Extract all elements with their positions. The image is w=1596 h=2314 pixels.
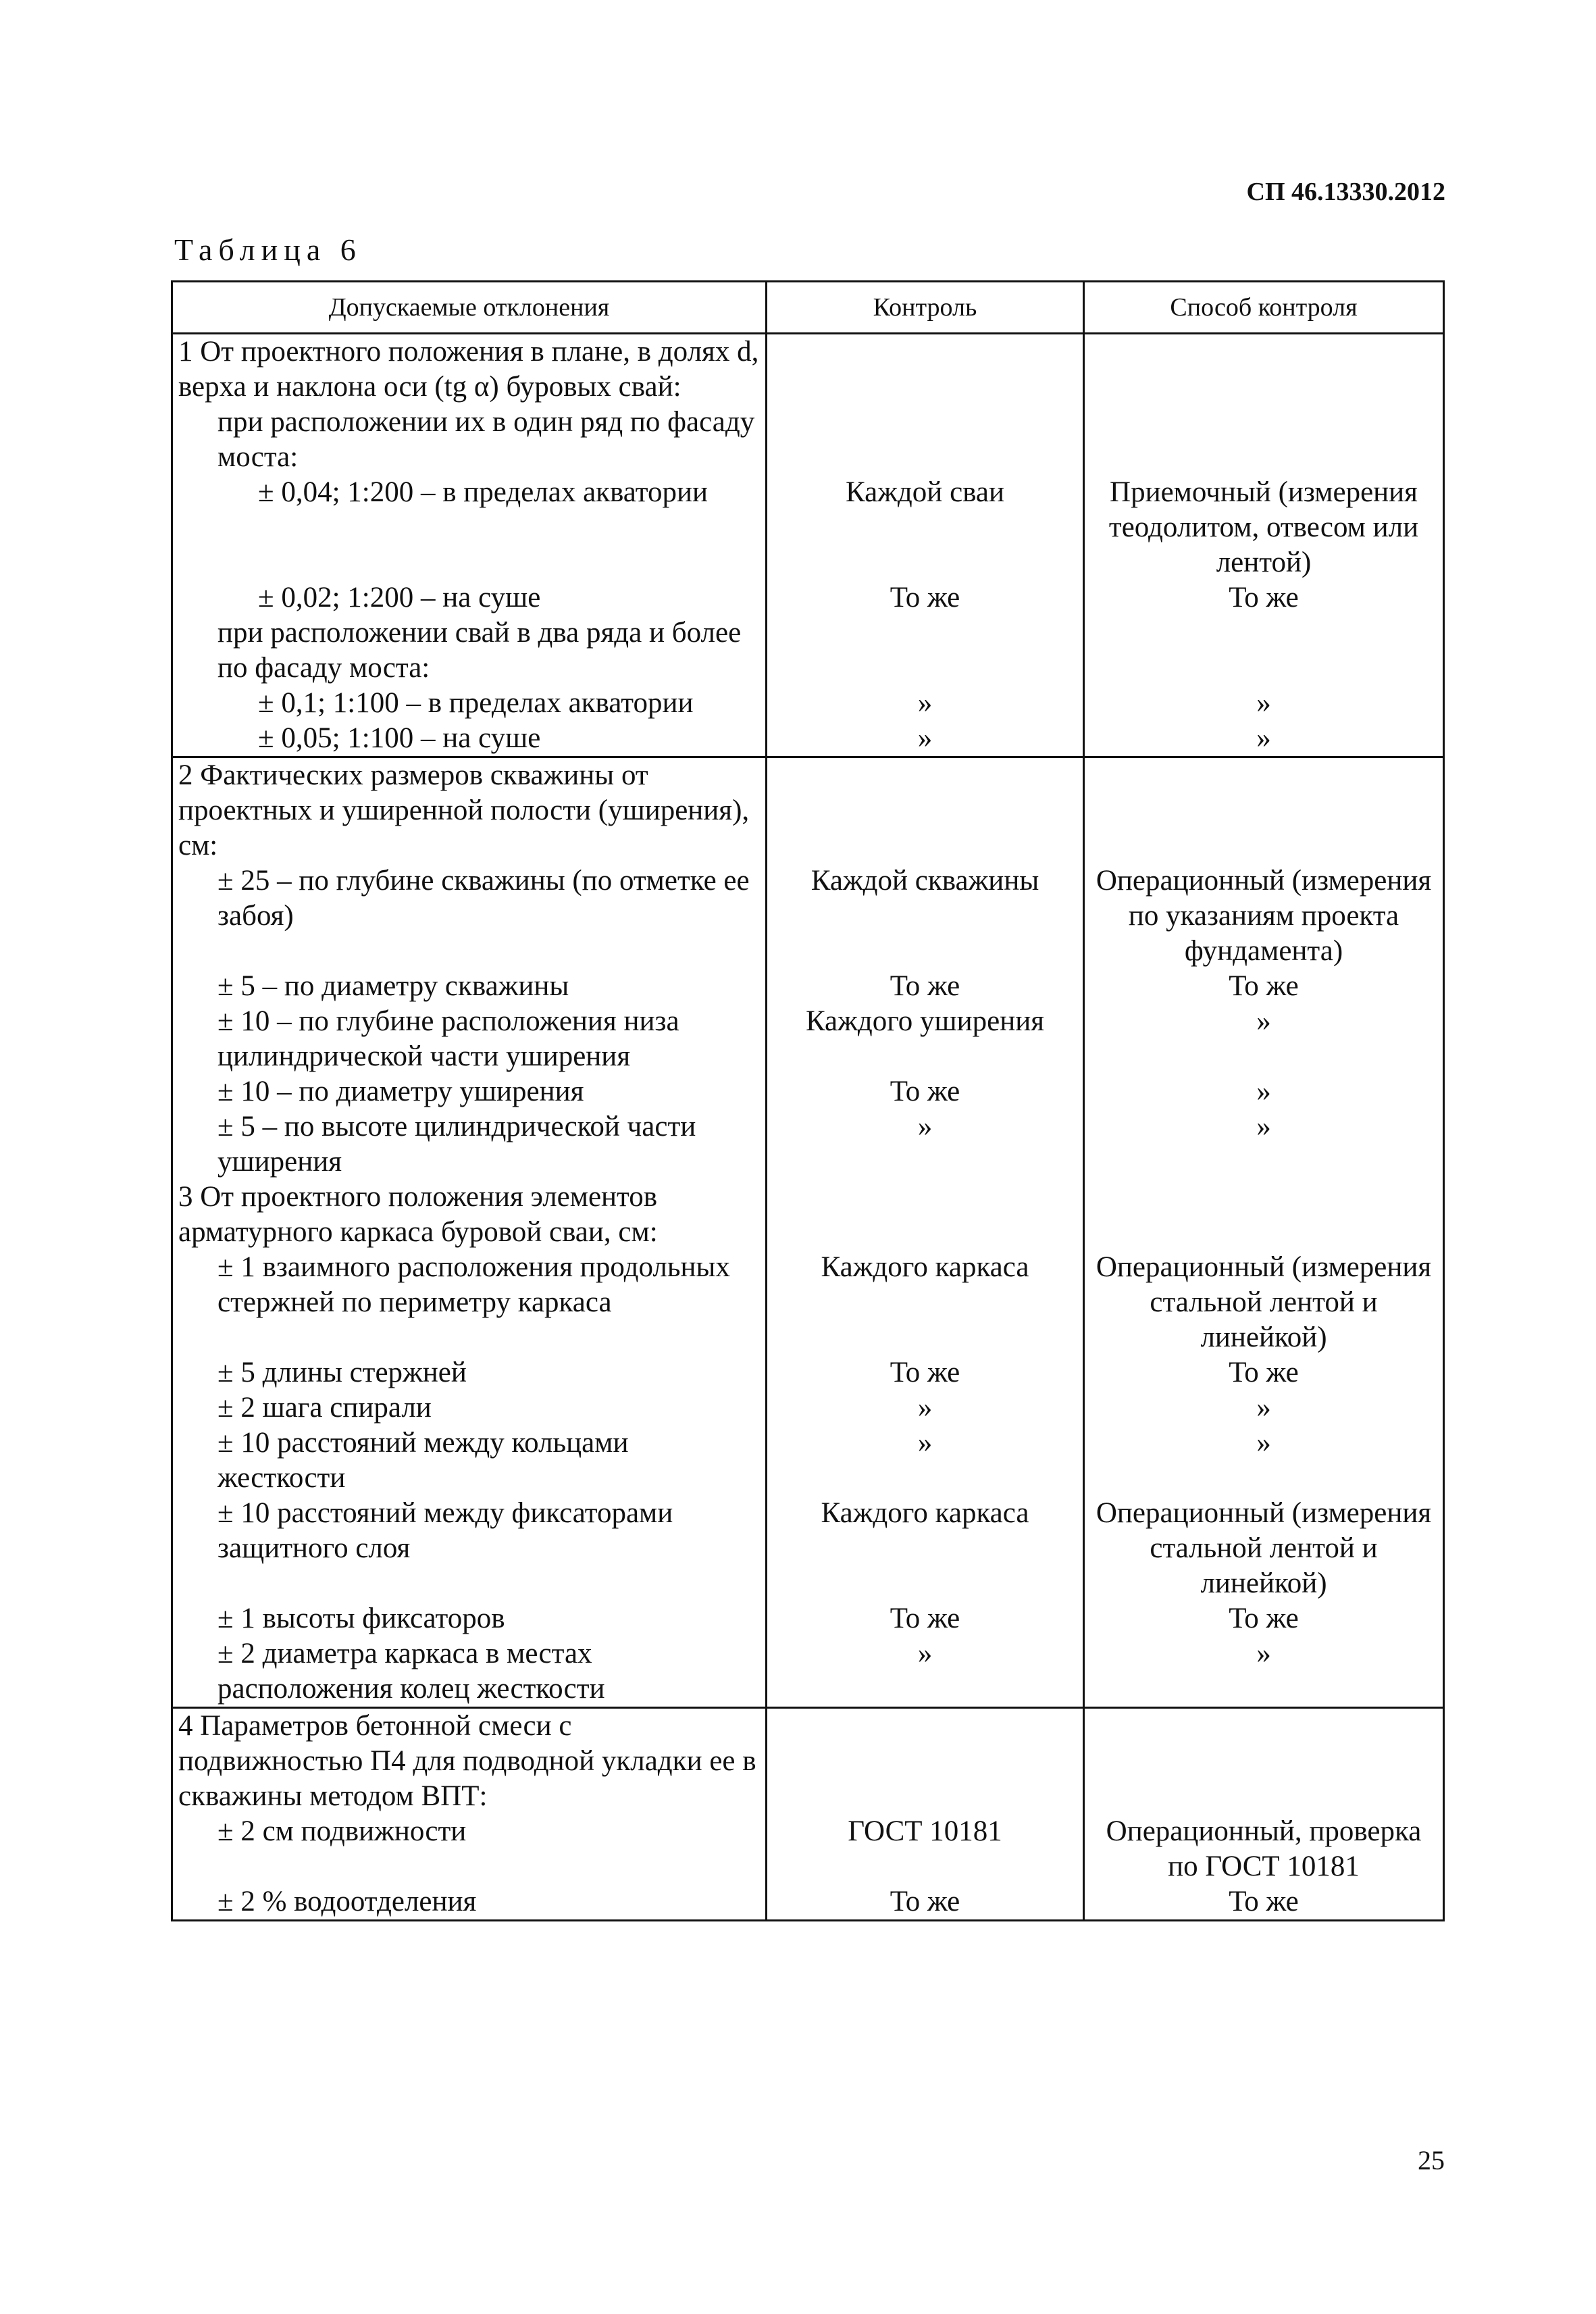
method-cell bbox=[1084, 1708, 1444, 1815]
method-cell: » bbox=[1084, 686, 1444, 721]
method-cell: Операционный (измерения стальной лентой и линейкой) bbox=[1084, 1496, 1444, 1601]
deviation-cell: ± 0,04; 1:200 – в пределах акватории bbox=[172, 475, 767, 580]
deviation-cell: ± 5 длины стержней bbox=[172, 1355, 767, 1390]
deviation-cell: 1 От проектного положения в плане, в долях d, верха и наклона оси (tg α) буровых свай: bbox=[172, 334, 767, 405]
table-row bbox=[172, 1109, 1444, 1180]
method-cell bbox=[1084, 405, 1444, 475]
table-row bbox=[172, 1074, 1444, 1109]
method-cell: То же bbox=[1084, 969, 1444, 1004]
document-code: СП 46.13330.2012 bbox=[1246, 178, 1445, 206]
table-row bbox=[172, 615, 1444, 686]
table-row bbox=[172, 863, 1444, 969]
deviation-cell: ± 2 см подвижности bbox=[172, 1814, 767, 1884]
control-cell bbox=[767, 1180, 1084, 1250]
method-cell: То же bbox=[1084, 1355, 1444, 1390]
table-row bbox=[172, 1355, 1444, 1390]
deviation-cell: 3 От проектного положения элементов арматурного каркаса буровой сваи, см: bbox=[172, 1180, 767, 1250]
table-row bbox=[172, 721, 1444, 757]
column-header-deviations: Допускаемые отклонения bbox=[172, 282, 767, 334]
control-cell: » bbox=[767, 1390, 1084, 1426]
control-cell: То же bbox=[767, 1601, 1084, 1636]
control-cell: Каждого каркаса bbox=[767, 1250, 1084, 1355]
deviation-cell: ± 1 высоты фиксаторов bbox=[172, 1601, 767, 1636]
deviation-cell: 2 Фактических размеров скважины от проектных и уширенной полости (уширения), см: bbox=[172, 757, 767, 864]
control-cell: Каждого каркаса bbox=[767, 1496, 1084, 1601]
method-cell: То же bbox=[1084, 1601, 1444, 1636]
table-row bbox=[172, 1004, 1444, 1074]
method-cell: Операционный (измерения стальной лентой и линейкой) bbox=[1084, 1250, 1444, 1355]
method-cell: » bbox=[1084, 1426, 1444, 1496]
control-cell: ГОСТ 10181 bbox=[767, 1814, 1084, 1884]
control-cell: То же bbox=[767, 580, 1084, 615]
deviation-cell: ± 0,1; 1:100 – в пределах акватории bbox=[172, 686, 767, 721]
table-row bbox=[172, 969, 1444, 1004]
method-cell: То же bbox=[1084, 1884, 1444, 1921]
control-cell bbox=[767, 757, 1084, 864]
method-cell bbox=[1084, 615, 1444, 686]
table-row bbox=[172, 1636, 1444, 1708]
table-row bbox=[172, 1884, 1444, 1921]
table-row bbox=[172, 1250, 1444, 1355]
deviation-cell: ± 5 – по высоте цилиндрической части уширения bbox=[172, 1109, 767, 1180]
table-row bbox=[172, 334, 1444, 405]
control-cell: Каждой скважины bbox=[767, 863, 1084, 969]
control-cell: » bbox=[767, 1109, 1084, 1180]
control-cell bbox=[767, 615, 1084, 686]
deviation-cell: ± 0,05; 1:100 – на суше bbox=[172, 721, 767, 757]
method-cell: » bbox=[1084, 1636, 1444, 1708]
table-row bbox=[172, 757, 1444, 864]
method-cell bbox=[1084, 757, 1444, 864]
method-cell: » bbox=[1084, 1109, 1444, 1180]
deviation-cell: ± 2 % водоотделения bbox=[172, 1884, 767, 1921]
method-cell: » bbox=[1084, 1074, 1444, 1109]
deviation-cell: ± 10 – по глубине расположения низа цилиндрической части уширения bbox=[172, 1004, 767, 1074]
control-cell: То же bbox=[767, 1884, 1084, 1921]
deviation-cell: при расположении их в один ряд по фасаду моста: bbox=[172, 405, 767, 475]
method-cell: » bbox=[1084, 1004, 1444, 1074]
table-caption: Таблица 6 bbox=[174, 232, 362, 267]
control-cell: Каждой сваи bbox=[767, 475, 1084, 580]
method-cell bbox=[1084, 1180, 1444, 1250]
deviation-cell: при расположении свай в два ряда и более по фасаду моста: bbox=[172, 615, 767, 686]
table-row bbox=[172, 1708, 1444, 1815]
deviation-cell: ± 1 взаимного расположения продольных стержней по периметру каркаса bbox=[172, 1250, 767, 1355]
column-header-method: Способ контроля bbox=[1084, 282, 1444, 334]
control-cell: » bbox=[767, 1636, 1084, 1708]
table-header-row bbox=[172, 282, 1444, 334]
deviation-cell: ± 10 расстояний между кольцами жесткости bbox=[172, 1426, 767, 1496]
control-cell: То же bbox=[767, 969, 1084, 1004]
control-cell bbox=[767, 334, 1084, 405]
deviation-cell: ± 0,02; 1:200 – на суше bbox=[172, 580, 767, 615]
column-header-control: Контроль bbox=[767, 282, 1084, 334]
deviation-cell: ± 10 расстояний между фиксаторами защитного слоя bbox=[172, 1496, 767, 1601]
table-row bbox=[172, 1814, 1444, 1884]
control-cell bbox=[767, 1708, 1084, 1815]
table-row bbox=[172, 1180, 1444, 1250]
control-cell: » bbox=[767, 1426, 1084, 1496]
table-row bbox=[172, 1601, 1444, 1636]
deviation-cell: ± 25 – по глубине скважины (по отметке ее забоя) bbox=[172, 863, 767, 969]
deviation-cell: ± 2 шага спирали bbox=[172, 1390, 767, 1426]
tolerances-table bbox=[171, 280, 1445, 1921]
table-row bbox=[172, 1426, 1444, 1496]
method-cell: Операционный (измерения по указаниям проекта фундамента) bbox=[1084, 863, 1444, 969]
control-cell: То же bbox=[767, 1355, 1084, 1390]
deviation-cell: ± 5 – по диаметру скважины bbox=[172, 969, 767, 1004]
method-cell: Приемочный (измерения теодолитом, отвесом или лентой) bbox=[1084, 475, 1444, 580]
control-cell: » bbox=[767, 721, 1084, 757]
deviation-cell: ± 2 диаметра каркаса в местах расположения колец жесткости bbox=[172, 1636, 767, 1708]
control-cell bbox=[767, 405, 1084, 475]
deviation-cell: ± 10 – по диаметру уширения bbox=[172, 1074, 767, 1109]
control-cell: » bbox=[767, 686, 1084, 721]
method-cell: » bbox=[1084, 1390, 1444, 1426]
table-row bbox=[172, 1390, 1444, 1426]
table-row bbox=[172, 1496, 1444, 1601]
deviation-cell: 4 Параметров бетонной смеси с подвижностью П4 для подводной укладки ее в скважины методом ВПТ: bbox=[172, 1708, 767, 1815]
table-row bbox=[172, 580, 1444, 615]
table-row bbox=[172, 686, 1444, 721]
table-row bbox=[172, 405, 1444, 475]
page-number: 25 bbox=[1418, 2145, 1445, 2175]
method-cell bbox=[1084, 334, 1444, 405]
method-cell: То же bbox=[1084, 580, 1444, 615]
method-cell: » bbox=[1084, 721, 1444, 757]
control-cell: Каждого уширения bbox=[767, 1004, 1084, 1074]
table-row bbox=[172, 475, 1444, 580]
method-cell: Операционный, проверка по ГОСТ 10181 bbox=[1084, 1814, 1444, 1884]
control-cell: То же bbox=[767, 1074, 1084, 1109]
